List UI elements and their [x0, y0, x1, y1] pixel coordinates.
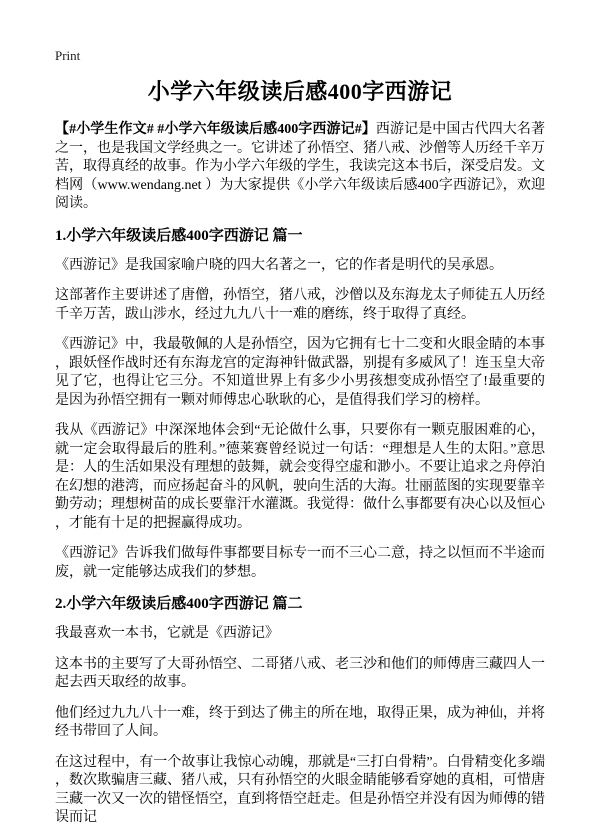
section-1-paragraph-1: 《西游记》是我国家喻户晓的四大名著之一，它的作者是明代的吴承恩。 — [55, 257, 503, 273]
section-1-paragraph-2: 这部著作主要讲述了唐僧，孙悟空，猪八戒，沙僧以及东海龙太子师徒五人历经千辛万苦，跋山涉水，经过九九八十一难的磨练，终于取得了真经。 — [55, 288, 545, 322]
section-2-paragraph-2: 这本书的主要写了大哥孙悟空、二哥猪八戒、老三沙和他们的师傅唐三藏四人一起去西天取经的故事。 — [55, 656, 545, 690]
section-2-paragraph-3: 他们经过九九八十一难，终于到达了佛主的所在地，取得正果，成为神仙，并将经书带回了人间。 — [55, 705, 545, 739]
section-1-paragraph-3: 《西游记》中，我最敬佩的人是孙悟空，因为它拥有七十二变和火眼金睛的本事，跟妖怪作战时还有东海龙宫的定海神针做武器，别提有多威风了！连玉皇大帝见了它，也得让它三分。不知道世界上有多少小男孩想变成孙悟空了!最重要的是因为孙悟空拥有一颗对师傅忠心耿耿的心，是值得我们学习的榜样。 — [55, 337, 545, 408]
section-2-heading: 2.小学六年级读后感400字西游记 篇二 — [55, 596, 303, 612]
section-1-paragraph-4: 我从《西游记》中深深地体会到“无论做什么事，只要你有一颗克服困难的心，就一定会取得最后的胜利。”德莱赛曾经说过一句话：“理想是人生的太阳。”意思是：人的生活如果没有理想的鼓舞，就会变得空虚和渺小。不要让追求之舟停泊在幻想的港湾，而应扬起奋斗的风帆，驶向生活的大海。壮丽蓝图的实现要靠辛勤劳动；理想树苗的成长要靠汗水灌溉。我觉得：做什么事都要有决心以及恒心，才能有十足的把握赢得成功。 — [55, 423, 545, 531]
section-1-heading: 1.小学六年级读后感400字西游记 篇一 — [55, 227, 303, 244]
intro-tag: 【#小学生作文# #小学六年级读后感400字西游记#】 — [55, 122, 376, 137]
section-2-paragraph-1: 我最喜欢一本书，它就是《西游记》 — [55, 626, 279, 641]
section-2-paragraph-4: 在这过程中，有一个故事让我惊心动魄，那就是“三打白骨精”。白骨精变化多端，数次欺骗唐三藏、猪八戒，只有孙悟空的火眼金睛能够看穿她的真相，可惜唐三藏一次又一次的错怪悟空，直到将悟空赶走。但是孙悟空并没有因为师傅的错误而记 — [55, 754, 545, 825]
page-title: 小学六年级读后感400字西游记 — [147, 79, 453, 104]
intro-paragraph — [55, 121, 545, 214]
print-button[interactable]: Print — [55, 48, 81, 63]
section-1-paragraph-5: 《西游记》告诉我们做每件事都要目标专一而不三心二意，持之以恒而不半途而废，就一定能够达成我们的梦想。 — [55, 546, 545, 580]
intro-text: 西游记是中国古代四大名著之一，也是我国文学经典之一。它讲述了孙悟空、猪八戒、沙僧等人历经千辛万苦，取得真经的故事。作为小学六年级的学生，我读完这本书后，深受启发。文档网（www.wendang.net ）为大家提供《小学六年级读后感400字西游记》，欢迎阅读。 — [55, 122, 546, 211]
